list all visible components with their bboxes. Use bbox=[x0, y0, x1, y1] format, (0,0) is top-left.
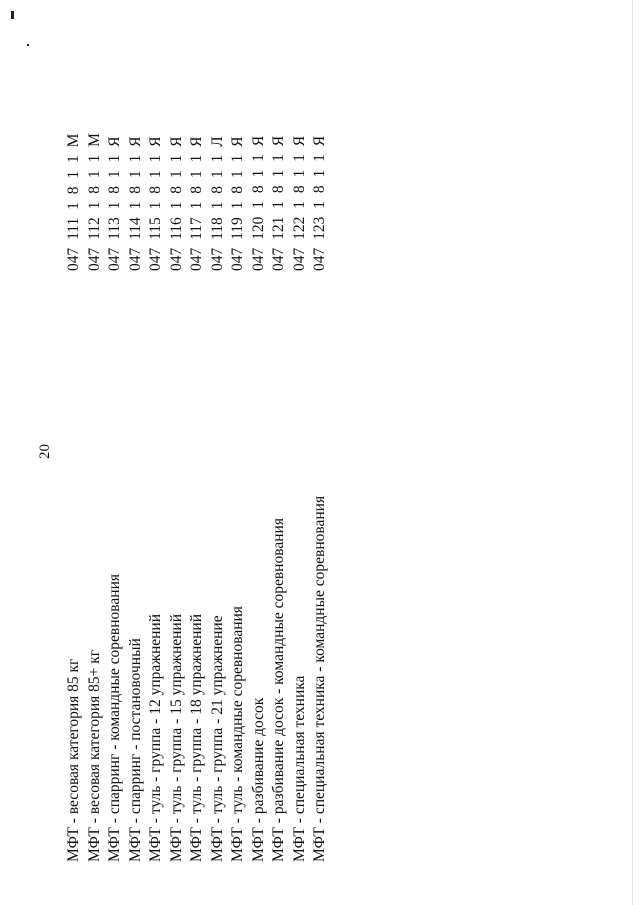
discipline-code: 047 123 1 8 1 1 Я bbox=[311, 135, 328, 271]
discipline-code: 047 114 1 8 1 1 Я bbox=[126, 136, 144, 271]
discipline-code: 047 116 1 8 1 1 Я bbox=[167, 136, 185, 271]
list-item bbox=[310, 0, 331, 905]
list-item bbox=[249, 0, 270, 905]
discipline-name: МФТ - туль - группа - 21 упражнение bbox=[208, 615, 226, 862]
discipline-code: 047 121 1 8 1 1 Я bbox=[270, 135, 287, 271]
list-item bbox=[126, 0, 147, 905]
discipline-name: МФТ - специальная техника - командные соревнования bbox=[311, 495, 328, 862]
discipline-code: 047 112 1 8 1 1 М bbox=[85, 133, 103, 271]
sports-discipline-list bbox=[64, 0, 331, 905]
discipline-name: МФТ - туль - командные соревнования bbox=[229, 606, 246, 862]
discipline-code: 047 120 1 8 1 1 Я bbox=[249, 135, 267, 271]
discipline-name: МФТ - специальная техника bbox=[290, 675, 308, 862]
discipline-code: 047 111 1 8 1 1 М bbox=[65, 133, 82, 271]
list-item bbox=[85, 0, 106, 905]
discipline-name: МФТ - спарринг - постановочный bbox=[126, 638, 144, 862]
discipline-name: МФТ - туль - группа - 12 упражнений bbox=[147, 613, 164, 862]
discipline-code: 047 115 1 8 1 1 Я bbox=[147, 136, 164, 271]
list-item bbox=[64, 0, 85, 905]
list-item bbox=[208, 0, 229, 905]
discipline-name: МФТ - весовая категория 85+ кг bbox=[85, 649, 103, 862]
discipline-name: МФТ - туль - группа - 18 упражнений bbox=[188, 613, 205, 862]
list-item bbox=[167, 0, 188, 905]
list-item bbox=[228, 0, 249, 905]
list-item bbox=[269, 0, 290, 905]
discipline-code: 047 118 1 8 1 1 Л bbox=[208, 136, 226, 271]
list-item bbox=[187, 0, 208, 905]
discipline-name: МФТ - туль - группа - 15 упражнений bbox=[167, 613, 185, 862]
discipline-name: МФТ - весовая категория 85 кг bbox=[65, 658, 82, 862]
discipline-name: МФТ - разбивание досок - командные соревнования bbox=[270, 518, 287, 862]
page-number: 20 bbox=[37, 444, 53, 459]
discipline-code: 047 113 1 8 1 1 Я bbox=[106, 136, 123, 271]
discipline-code: 047 122 1 8 1 1 Я bbox=[290, 135, 308, 271]
list-item bbox=[105, 0, 126, 905]
list-item bbox=[146, 0, 167, 905]
discipline-code: 047 119 1 8 1 1 Я bbox=[229, 136, 246, 271]
discipline-name: МФТ - разбивание досок bbox=[249, 697, 267, 862]
discipline-name: МФТ - спарринг - командные соревнования bbox=[106, 574, 123, 862]
discipline-code: 047 117 1 8 1 1 Я bbox=[188, 136, 205, 271]
list-item bbox=[290, 0, 311, 905]
